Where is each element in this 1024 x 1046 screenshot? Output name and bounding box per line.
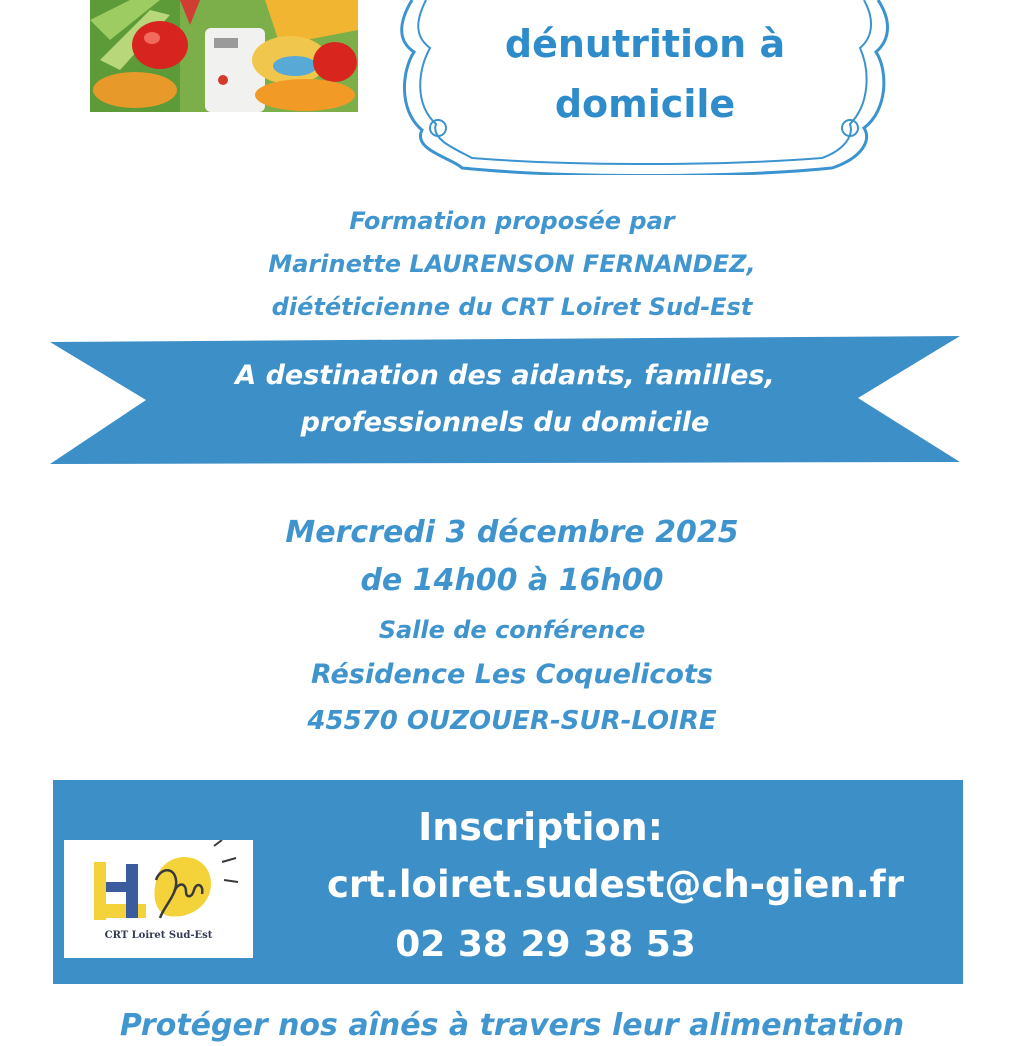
title	[452, 14, 838, 134]
audience-text	[200, 352, 810, 446]
trainer-line-1: Formation proposée par	[349, 207, 675, 235]
audience-line-2: professionnels du domicile	[300, 407, 710, 438]
title-line-1: dénutrition à	[504, 22, 786, 66]
slogan: Protéger nos aînés à travers leur alimentation	[119, 1008, 905, 1043]
title-line-2: domicile	[554, 82, 736, 126]
logo-caption: CRT Loiret Sud-Est	[104, 930, 213, 941]
audience-ribbon	[50, 334, 960, 464]
inscription-email[interactable]: crt.loiret.sudest@ch-gien.fr	[326, 863, 905, 906]
event-date: Mercredi 3 décembre 2025	[285, 515, 739, 550]
inscription-details	[278, 798, 953, 976]
trainer-line-2: Marinette LAURENSON FERNANDEZ,	[268, 250, 756, 278]
inscription-label: Inscription:	[418, 805, 663, 849]
inscription-box	[53, 780, 963, 984]
trainer-line-3: diététicienne du CRT Loiret Sud-Est	[271, 293, 753, 321]
crt-logo	[64, 840, 253, 958]
inscription-phone[interactable]: 02 38 29 38 53	[395, 924, 696, 965]
event-residence: Résidence Les Coquelicots	[311, 659, 713, 690]
event-details	[180, 510, 844, 744]
vegetables-photo	[90, 0, 358, 112]
event-room: Salle de conférence	[378, 616, 646, 644]
title-frame	[392, 0, 898, 175]
audience-line-1: A destination des aidants, familles,	[235, 360, 775, 391]
event-time: de 14h00 à 16h00	[360, 563, 664, 598]
trainer-info	[170, 200, 854, 329]
event-city: 45570 OUZOUER-SUR-LOIRE	[307, 706, 717, 736]
